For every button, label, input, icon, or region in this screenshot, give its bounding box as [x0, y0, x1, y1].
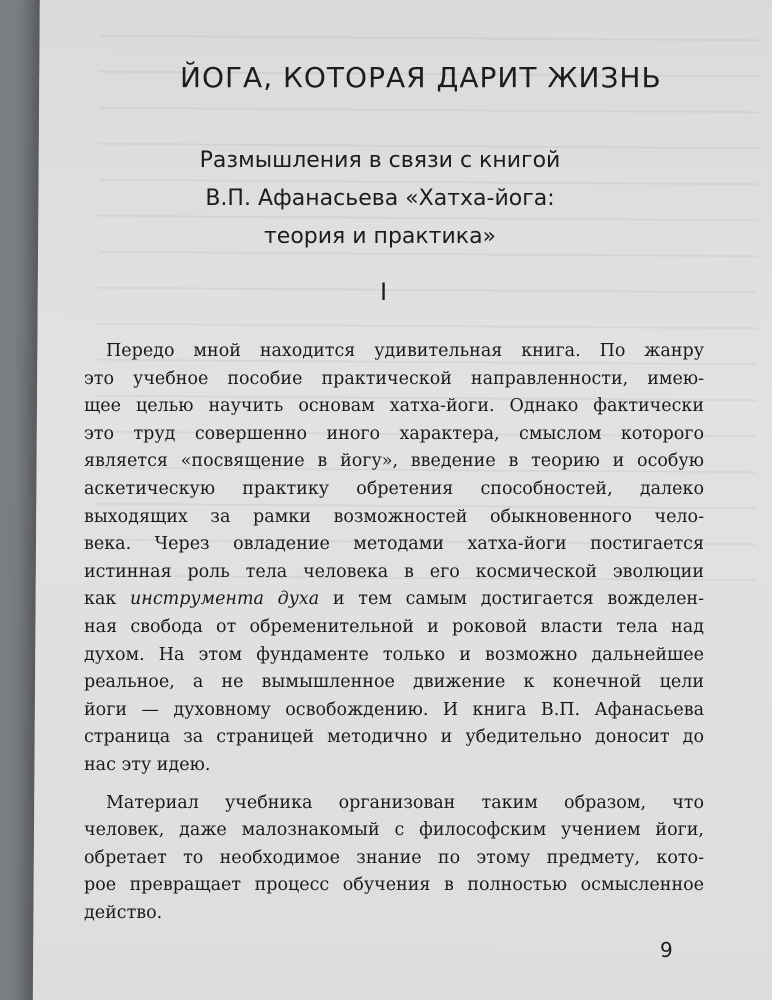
paragraph-2-line: действо.: [84, 902, 163, 923]
section-number: I: [380, 278, 388, 306]
paragraph-1-line: щее целью научить основам хатха-йоги. Однако фактически: [84, 396, 704, 417]
paragraph-2-line: обретает то необходимое знание по этому предмету, кото-: [84, 847, 704, 868]
paragraph-2-line: Материал учебника организован таким образом, что: [106, 792, 704, 813]
subtitle-line: Размышления в связи с книгой: [199, 148, 561, 173]
paragraph-1-line: это труд совершенно иного характера, смыслом которого: [84, 423, 704, 444]
paragraph-1-line: йоги — духовному освобождению. И книга В.П. Афанасьева: [84, 699, 704, 720]
subtitle-line: В.П. Афанасьева «Хатха-йога:: [205, 186, 555, 211]
paragraph-1-line: выходящих за рамки возможностей обыкновенного чело-: [84, 506, 704, 527]
paragraph-1-line: духом. На этом фундаменте только и возможно дальнейшее: [84, 644, 704, 665]
paragraph-1-line: это учебное пособие практической направленности, имею-: [84, 368, 704, 389]
subtitle-line: теория и практика»: [263, 224, 497, 249]
body-text: [84, 338, 704, 927]
line-text: и тем самым достигается вожделен-: [319, 589, 705, 610]
page-number: 9: [660, 938, 673, 962]
paragraph-1-line: страница за страницей методично и убедительно доносит до: [84, 727, 704, 748]
paragraph-1-line: [84, 586, 704, 614]
chapter-subtitle: [160, 142, 600, 256]
paragraph-1-line: века. Через овладение методами хатха-йоги постигается: [84, 534, 704, 555]
paragraph-gap: [84, 780, 704, 790]
chapter-title: ЙОГА, КОТОРАЯ ДАРИТ ЖИЗНЬ: [180, 61, 662, 94]
paragraph-1-line: является «посвящение в йогу», введение в теорию и особую: [84, 451, 704, 472]
line-text: как: [84, 589, 131, 610]
paragraph-1-line: нас эту идею.: [84, 754, 211, 775]
paragraph-2-line: человек, даже малознакомый с философским учением йоги,: [84, 820, 704, 841]
paragraph-1-line: Передо мной находится удивительная книга. По жанру: [106, 341, 704, 361]
paragraph-1-line: аскетическую практику обретения способностей, далеко: [84, 478, 704, 499]
paragraph-2-line: рое превращает процесс обучения в полностью осмысленное: [84, 875, 704, 896]
emphasized-phrase: инструмента духа: [130, 589, 320, 610]
paragraph-1-line: реальное, а не вымышленное движение к конечной цели: [84, 672, 704, 693]
paragraph-1-line: истинная роль тела человека в его космической эволюции: [84, 561, 704, 582]
paragraph-1-line: ная свобода от обременительной и роковой власти тела над: [84, 616, 704, 637]
